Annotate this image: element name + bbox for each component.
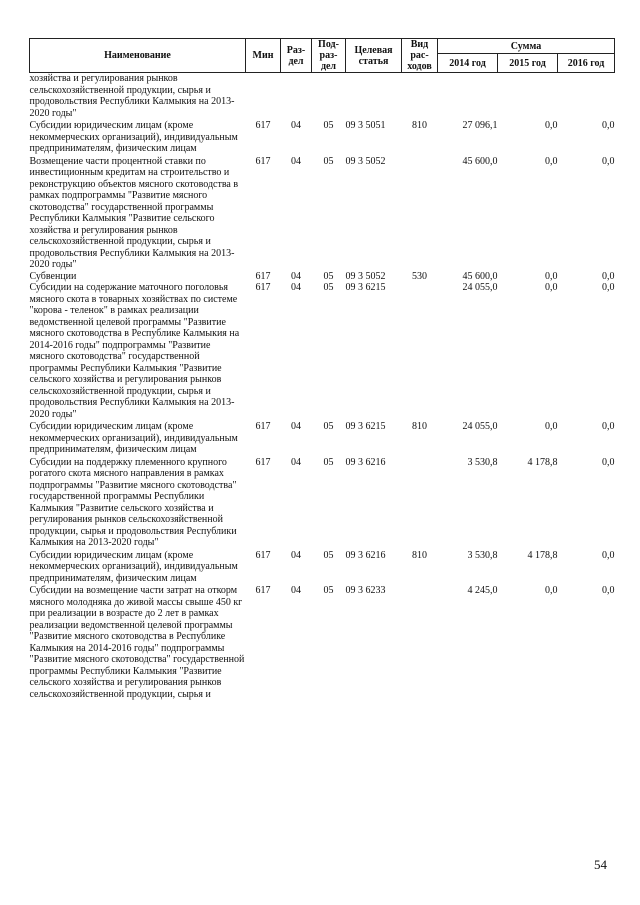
header-podrazdel: Под- раз- дел bbox=[312, 39, 346, 73]
row-name: Субсидии на содержание маточного поголовья мясного скота в товарных хозяйствах по системе "корова - теленок" в рамках реализации ведомственной целевой программы "Развитие мясного скотоводства в Республике Калмыкия на 2014-2016 годы" подпрограммы "Развитие мясного скотоводства" государственной программы Республики Калмыкия "Развитие сельского хозяйства и регулирования рынков сельскохозяйственной продукции, сырья и продовольствия Республики Калмыкия на 2013-2020 годы" bbox=[29, 282, 240, 420]
row-name: Возмещение части процентной ставки по инвестиционным кредитам на строительство и реконструкцию объектов мясного скотоводства в рамках подпрограммы "Развитие мясного скотоводства" государственной программы Республики Калмыкия "Развитие сельского хозяйства и регулирования рынков сельскохозяйственной продукции, сырья и продовольствия Республики Калмыкия на 2013-2020 годы" bbox=[29, 155, 239, 270]
table-row bbox=[30, 155, 615, 271]
row-podrazdel: 05 bbox=[323, 456, 334, 468]
row-2015: 0,0 bbox=[545, 270, 558, 282]
table-row bbox=[30, 584, 615, 700]
page-number: 54 bbox=[594, 857, 607, 872]
table-row bbox=[30, 549, 615, 585]
row-name: Субсидии на возмещение части затрат на откорм мясного молодняка до живой массы свыше 450 кг при реализации в возрасте до 2 лет в рамках реализации ведомственной целевой программы "Развитие мясного скотоводства в Республике Калмыкия на 2014-2016 годы" подпрограммы "Развитие мясного скотоводства" государственной программы Республики Калмыкия "Развитие сельского хозяйства и регулирования рынков сельскохозяйственной продукции, сырья и bbox=[29, 585, 245, 700]
row-2014: 45 600,0 bbox=[462, 155, 498, 167]
row-name: Субсидии на поддержку племенного крупного рогатого скота мясного направления в рамках подпрограммы "Развитие мясного скотоводства" государственной программы Республики Калмыкия "Развитие сельского хозяйства и регулирования рынков сельскохозяйственной продукции, сырья и продовольствия Республики Калмыкия на 2013-2020 годы" bbox=[29, 456, 237, 548]
row-2015: 0,0 bbox=[545, 155, 558, 167]
row-razdel: 04 bbox=[291, 120, 301, 131]
row-target: 09 3 6215 bbox=[345, 282, 386, 293]
row-2015 bbox=[498, 73, 558, 120]
row-min: 617 bbox=[255, 549, 271, 561]
row-vid: 810 bbox=[412, 120, 427, 131]
header-name: Наименование bbox=[30, 39, 246, 73]
row-podrazdel: 05 bbox=[323, 549, 334, 561]
row-razdel: 04 bbox=[291, 421, 301, 432]
row-podrazdel: 05 bbox=[323, 282, 334, 293]
row-vid: 530 bbox=[412, 270, 427, 282]
row-target: 09 3 5052 bbox=[345, 155, 386, 167]
row-min: 617 bbox=[255, 270, 271, 282]
row-min bbox=[246, 73, 281, 120]
row-podrazdel: 05 bbox=[323, 585, 334, 596]
row-2016: 0,0 bbox=[602, 270, 615, 282]
row-min: 617 bbox=[255, 120, 271, 131]
row-2016: 0,0 bbox=[602, 549, 615, 561]
row-2014: 4 245,0 bbox=[467, 585, 498, 596]
row-razdel: 04 bbox=[291, 456, 301, 468]
row-min: 617 bbox=[255, 585, 271, 596]
row-name: Субсидии юридическим лицам (кроме некоммерческих организаций), индивидуальным предпринимателям, физическим лицам bbox=[29, 549, 238, 584]
header-razdel: Раз- дел bbox=[281, 39, 312, 73]
header-sum: Сумма bbox=[438, 39, 615, 54]
header-vid: Вид рас- ходов bbox=[402, 39, 438, 73]
row-vid bbox=[402, 584, 438, 700]
row-2016 bbox=[558, 73, 615, 120]
table-row bbox=[30, 282, 615, 420]
row-2014: 3 530,8 bbox=[467, 549, 498, 561]
row-min: 617 bbox=[255, 421, 271, 432]
row-target: 09 3 5052 bbox=[345, 270, 386, 282]
table-row bbox=[30, 119, 615, 155]
row-target: 09 3 6216 bbox=[345, 456, 386, 468]
row-2014: 27 096,1 bbox=[462, 120, 498, 131]
budget-table bbox=[29, 38, 615, 700]
row-target: 09 3 5051 bbox=[345, 120, 386, 131]
row-2015: 0,0 bbox=[545, 421, 558, 432]
row-min: 617 bbox=[255, 282, 271, 293]
row-vid: 810 bbox=[412, 421, 427, 432]
header-2015: 2015 год bbox=[498, 54, 558, 73]
row-name: хозяйства и регулирования рынков сельскохозяйственной продукции, сырья и продовольствия Республики Калмыкия на 2013-2020 годы" bbox=[29, 73, 235, 119]
row-2016: 0,0 bbox=[602, 421, 615, 432]
row-podrazdel: 05 bbox=[323, 421, 334, 432]
row-min: 617 bbox=[255, 155, 271, 167]
table-row bbox=[30, 420, 615, 456]
row-vid: 810 bbox=[412, 549, 427, 561]
row-2015: 4 178,8 bbox=[527, 456, 558, 468]
row-2015: 0,0 bbox=[545, 585, 558, 596]
row-vid bbox=[402, 456, 438, 549]
row-vid bbox=[402, 155, 438, 271]
row-name: Субсидии юридическим лицам (кроме некоммерческих организаций), индивидуальным предпринимателям, физическим лицам bbox=[29, 421, 238, 455]
row-podrazdel bbox=[312, 73, 346, 120]
row-min: 617 bbox=[255, 456, 271, 468]
row-target: 09 3 6233 bbox=[345, 585, 386, 596]
row-2014: 24 055,0 bbox=[462, 421, 498, 432]
row-2016: 0,0 bbox=[602, 282, 615, 293]
row-name: Субвенции bbox=[29, 270, 77, 282]
header-2014: 2014 год bbox=[438, 54, 498, 73]
row-target: 09 3 6215 bbox=[345, 421, 386, 432]
row-razdel bbox=[281, 73, 312, 120]
row-razdel: 04 bbox=[291, 155, 301, 167]
row-podrazdel: 05 bbox=[323, 120, 334, 131]
row-2014: 3 530,8 bbox=[467, 456, 498, 468]
table-header bbox=[30, 39, 615, 73]
header-target: Целевая статья bbox=[346, 39, 402, 73]
row-razdel: 04 bbox=[291, 585, 301, 596]
row-podrazdel: 05 bbox=[323, 270, 334, 282]
row-vid bbox=[402, 282, 438, 420]
header-min: Мин bbox=[246, 39, 281, 73]
row-name: Субсидии юридическим лицам (кроме некоммерческих организаций), индивидуальным предпринимателям, физическим лицам bbox=[29, 120, 238, 154]
table-row bbox=[30, 456, 615, 549]
row-2014: 24 055,0 bbox=[462, 282, 498, 293]
row-2016: 0,0 bbox=[602, 120, 615, 131]
row-razdel: 04 bbox=[291, 282, 301, 293]
row-target: 09 3 6216 bbox=[345, 549, 386, 561]
row-2015: 0,0 bbox=[545, 282, 558, 293]
row-razdel: 04 bbox=[291, 549, 301, 561]
row-razdel: 04 bbox=[291, 270, 301, 282]
row-2014 bbox=[438, 73, 498, 120]
row-target bbox=[346, 73, 402, 120]
row-2016: 0,0 bbox=[602, 585, 615, 596]
table-body bbox=[30, 73, 615, 701]
header-2016: 2016 год bbox=[558, 54, 615, 73]
row-2016: 0,0 bbox=[602, 456, 615, 468]
row-2014: 45 600,0 bbox=[462, 270, 498, 282]
row-2016: 0,0 bbox=[602, 155, 615, 167]
row-podrazdel: 05 bbox=[323, 155, 334, 167]
table-row bbox=[30, 73, 615, 120]
row-2015: 4 178,8 bbox=[527, 549, 558, 561]
table-row bbox=[30, 271, 615, 283]
row-2015: 0,0 bbox=[545, 120, 558, 131]
row-vid bbox=[402, 73, 438, 120]
